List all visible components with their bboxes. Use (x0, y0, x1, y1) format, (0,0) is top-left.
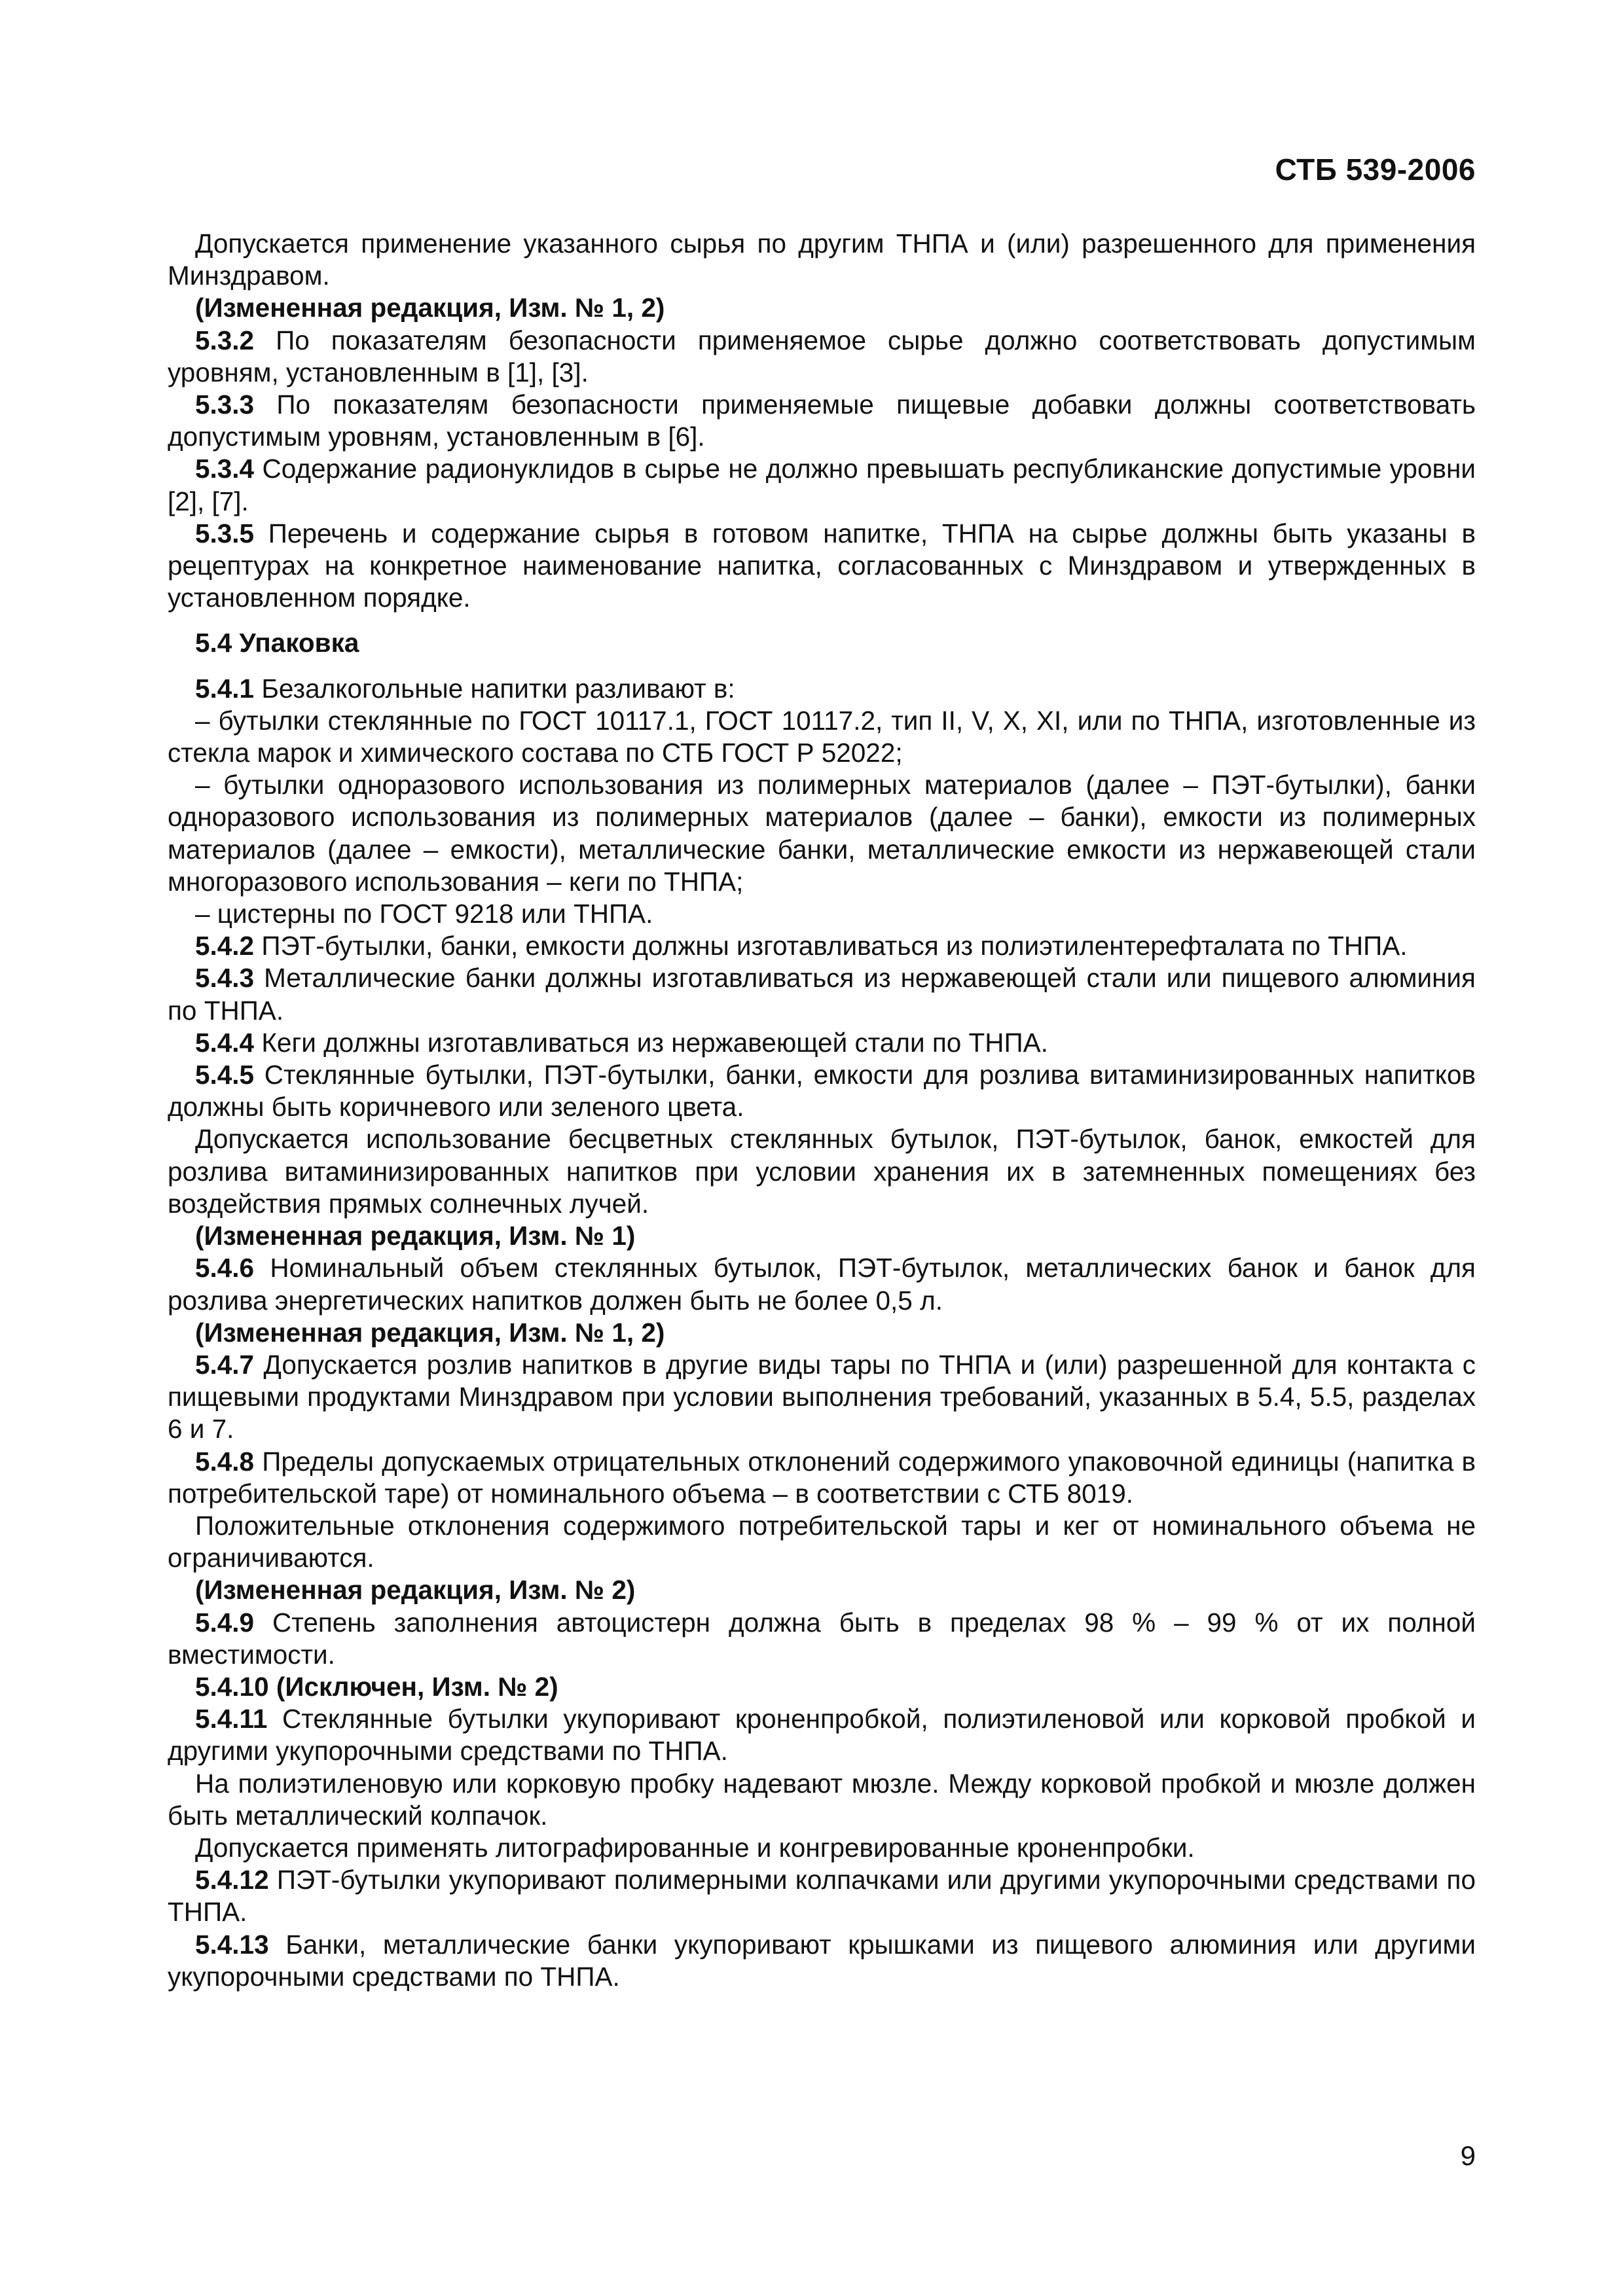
clause-5-4-7: 5.4.7 Допускается розлив напитков в другие виды тары по ТНПА и (или) разрешенной для контакта с пищевыми продуктами Минздравом при условии выполнения требований, указанных в 5.4, 5.5, разделах 6 и 7. (168, 1349, 1476, 1444)
clause-5-4-11: 5.4.11 Стеклянные бутылки укупоривают кроненпробкой, полиэтиленовой или корковой пробкой и другими укупорочными средствами по ТНПА. (168, 1704, 1476, 1767)
document-body (168, 228, 1476, 1993)
clause-5-4-4: 5.4.4 Кеги должны изготавливаться из нержавеющей стали по ТНПА. (195, 1027, 1048, 1058)
clause-5-4-9: 5.4.9 Степень заполнения автоцистерн должна быть в пределах 98 % – 99 % от их полной вместимости. (168, 1607, 1476, 1670)
paragraph: На полиэтиленовую или корковую пробку надевают мюзле. Между корковой пробкой и мюзле должен быть металлический колпачок. (168, 1768, 1476, 1831)
clause-5-4-3: 5.4.3 Металлические банки должны изготавливаться из нержавеющей стали или пищевого алюминия по ТНПА. (168, 963, 1476, 1026)
page-number: 9 (1460, 2140, 1476, 2171)
clause-5-4-12: 5.4.12 ПЭТ-бутылки укупоривают полимерными колпачками или другими укупорочными средствами по ТНПА. (168, 1865, 1476, 1928)
clause-5-4-1: 5.4.1 Безалкогольные напитки разливают в: (195, 673, 735, 704)
paragraph: Допускается применение указанного сырья по другим ТНПА и (или) разрешенного для применения Минздравом. (168, 228, 1476, 291)
clause-5-4-6: 5.4.6 Номинальный объем стеклянных бутылок, ПЭТ-бутылок, металлических банок и банок для розлива энергетических напитков должен быть не более 0,5 л. (168, 1253, 1476, 1316)
amendment-note: (Измененная редакция, Изм. № 1, 2) (195, 1317, 665, 1348)
paragraph: Допускается применять литографированные и конгревированные кроненпробки. (195, 1832, 1195, 1863)
document-code: СТБ 539-2006 (1275, 152, 1476, 187)
amendment-note: (Измененная редакция, Изм. № 2) (195, 1575, 636, 1605)
clause-5-3-3: 5.3.3 По показателям безопасности применяемые пищевые добавки должны соответствовать допустимым уровням, установленным в [6]. (168, 389, 1476, 452)
clause-5-4-8: 5.4.8 Пределы допускаемых отрицательных отклонений содержимого упаковочной единицы (напитка в потребительской таре) от номинального объема – в соответствии с СТБ 8019. (168, 1446, 1476, 1509)
list-item: – бутылки стеклянные по ГОСТ 10117.1, ГОСТ 10117.2, тип II, V, X, XI, или по ТНПА, изготовленные из стекла марок и химического состава по СТБ ГОСТ Р 52022; (168, 705, 1476, 768)
list-item: – цистерны по ГОСТ 9218 или ТНПА. (195, 899, 653, 929)
clause-5-4-10: 5.4.10 (Исключен, Изм. № 2) (195, 1671, 558, 1702)
list-item: – бутылки одноразового использования из полимерных материалов (далее – ПЭТ-бутылки), банки одноразового использования из полимерных материалов (далее – банки), емкости из полимерных материалов (далее – емкости), металлические банки, металлические емкости из нержавеющей стали многоразового использования – кеги по ТНПА; (168, 770, 1476, 897)
clause-5-3-5: 5.3.5 Перечень и содержание сырья в готовом напитке, ТНПА на сырье должны быть указаны в рецептурах на конкретное наименование напитка, согласованных с Минздравом и утвержденных в установленном порядке. (168, 518, 1476, 613)
clause-5-4-2: 5.4.2 ПЭТ-бутылки, банки, емкости должны изготавливаться из полиэтилентерефталата по ТНПА. (195, 931, 1408, 961)
paragraph: (Измененная редакция, Изм. № 1, 2) (195, 293, 665, 323)
section-heading-5-4: 5.4 Упаковка (195, 628, 359, 658)
clause-5-4-13: 5.4.13 Банки, металлические банки укупоривают крышками из пищевого алюминия или другими укупорочными средствами по ТНПА. (168, 1929, 1476, 1992)
paragraph: Положительные отклонения содержимого потребительской тары и кег от номинального объема не ограничиваются. (168, 1510, 1476, 1573)
clause-5-3-2: 5.3.2 По показателям безопасности применяемое сырье должно соответствовать допустимым уровням, установленным в [1], [3]. (168, 325, 1476, 387)
paragraph: Допускается использование бесцветных стеклянных бутылок, ПЭТ-бутылок, банок, емкостей для розлива витаминизированных напитков при условии хранения их в затемненных помещениях без воздействия прямых солнечных лучей. (168, 1124, 1476, 1219)
clause-5-3-4: 5.3.4 Содержание радионуклидов в сырье не должно превышать республиканские допустимые уровни [2], [7]. (168, 454, 1476, 516)
amendment-note: (Измененная редакция, Изм. № 1) (195, 1221, 636, 1251)
clause-5-4-5: 5.4.5 Стеклянные бутылки, ПЭТ-бутылки, банки, емкости для розлива витаминизированных напитков должны быть коричневого или зеленого цвета. (168, 1060, 1476, 1122)
